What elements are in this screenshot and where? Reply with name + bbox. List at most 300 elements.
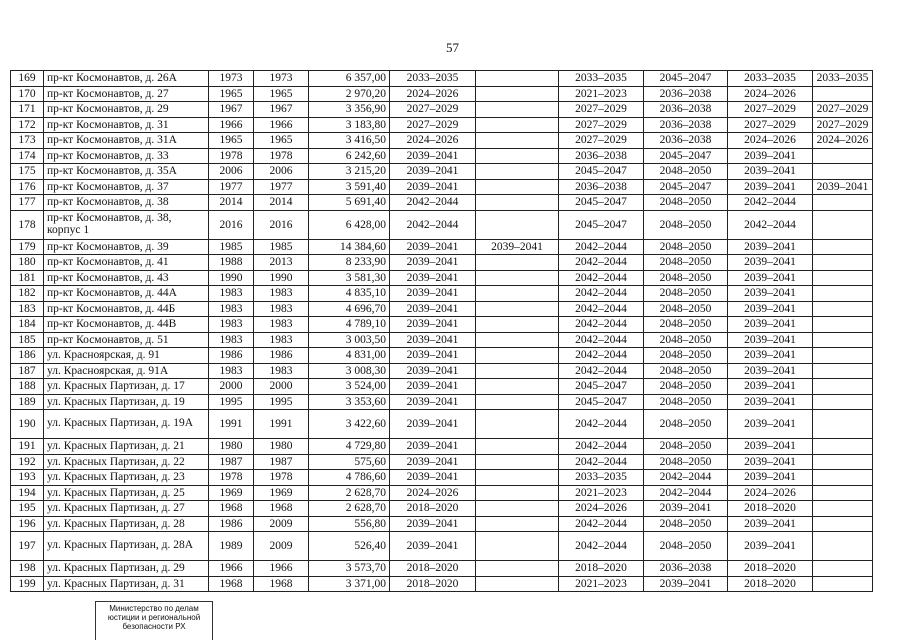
year-built-cell: 2000	[209, 379, 254, 395]
year-built-cell: 1973	[209, 71, 254, 87]
period-cell: 2027–2029	[559, 117, 644, 133]
year-commissioned-cell: 1995	[254, 394, 309, 410]
year-commissioned-cell: 1978	[254, 470, 309, 486]
year-commissioned-cell: 2009	[254, 532, 309, 561]
period-cell	[476, 501, 559, 517]
year-built-cell: 1977	[209, 179, 254, 195]
address-cell: ул. Красных Партизан, д. 19А	[44, 410, 209, 439]
period-cell: 2039–2041	[390, 394, 476, 410]
period-cell	[813, 255, 873, 271]
period-cell: 2045–2047	[644, 71, 728, 87]
period-cell	[476, 210, 559, 239]
year-built-cell: 1995	[209, 394, 254, 410]
table-row	[11, 576, 873, 592]
period-cell: 2039–2041	[390, 532, 476, 561]
row-number: 176	[11, 179, 44, 195]
row-number: 187	[11, 363, 44, 379]
period-cell	[476, 561, 559, 577]
year-commissioned-cell: 1983	[254, 286, 309, 302]
area-cell: 575,60	[309, 454, 390, 470]
area-cell: 3 353,60	[309, 394, 390, 410]
period-cell: 2042–2044	[390, 210, 476, 239]
period-cell: 2039–2041	[390, 439, 476, 455]
address-cell: пр-кт Космонавтов, д. 29	[44, 102, 209, 118]
period-cell: 2027–2029	[390, 117, 476, 133]
year-commissioned-cell: 1985	[254, 239, 309, 255]
area-cell: 6 242,60	[309, 148, 390, 164]
period-cell: 2024–2026	[728, 485, 813, 501]
period-cell: 2048–2050	[644, 348, 728, 364]
period-cell: 2024–2026	[390, 485, 476, 501]
period-cell: 2042–2044	[559, 454, 644, 470]
period-cell	[813, 532, 873, 561]
period-cell	[813, 410, 873, 439]
year-commissioned-cell: 1983	[254, 301, 309, 317]
housing-register-table	[10, 70, 873, 592]
area-cell: 4 831,00	[309, 348, 390, 364]
year-commissioned-cell: 1980	[254, 439, 309, 455]
period-cell: 2039–2041	[728, 270, 813, 286]
table-row	[11, 501, 873, 517]
period-cell: 2033–2035	[559, 71, 644, 87]
year-commissioned-cell: 1973	[254, 71, 309, 87]
period-cell: 2042–2044	[559, 363, 644, 379]
area-cell: 2 970,20	[309, 86, 390, 102]
row-number: 174	[11, 148, 44, 164]
period-cell	[813, 439, 873, 455]
row-number: 188	[11, 379, 44, 395]
period-cell: 2039–2041	[390, 410, 476, 439]
area-cell: 4 789,10	[309, 317, 390, 333]
period-cell: 2039–2041	[728, 255, 813, 271]
year-commissioned-cell: 1965	[254, 86, 309, 102]
period-cell: 2039–2041	[390, 164, 476, 180]
period-cell: 2036–2038	[559, 179, 644, 195]
period-cell: 2042–2044	[559, 286, 644, 302]
year-built-cell: 2014	[209, 195, 254, 211]
year-built-cell: 1983	[209, 301, 254, 317]
area-cell: 3 591,40	[309, 179, 390, 195]
period-cell: 2039–2041	[728, 164, 813, 180]
year-built-cell: 1983	[209, 363, 254, 379]
period-cell	[476, 270, 559, 286]
period-cell	[476, 516, 559, 532]
period-cell	[813, 576, 873, 592]
period-cell: 2042–2044	[644, 470, 728, 486]
table-row	[11, 239, 873, 255]
year-commissioned-cell: 1991	[254, 410, 309, 439]
address-cell: пр-кт Космонавтов, д. 38	[44, 195, 209, 211]
period-cell: 2039–2041	[728, 239, 813, 255]
period-cell	[813, 561, 873, 577]
row-number: 170	[11, 86, 44, 102]
period-cell: 2039–2041	[390, 379, 476, 395]
period-cell: 2039–2041	[813, 179, 873, 195]
year-built-cell: 1978	[209, 470, 254, 486]
period-cell	[813, 363, 873, 379]
period-cell: 2024–2026	[559, 501, 644, 517]
period-cell: 2027–2029	[813, 117, 873, 133]
period-cell	[476, 394, 559, 410]
period-cell	[813, 501, 873, 517]
period-cell	[813, 86, 873, 102]
year-built-cell: 1983	[209, 286, 254, 302]
area-cell: 6 357,00	[309, 71, 390, 87]
area-cell: 5 691,40	[309, 195, 390, 211]
stamp-line: Министерство по делам	[109, 604, 199, 613]
year-commissioned-cell: 1969	[254, 485, 309, 501]
address-cell: ул. Красных Партизан, д. 28	[44, 516, 209, 532]
period-cell	[813, 301, 873, 317]
period-cell	[476, 148, 559, 164]
period-cell: 2039–2041	[728, 148, 813, 164]
period-cell: 2039–2041	[728, 470, 813, 486]
period-cell: 2042–2044	[559, 317, 644, 333]
period-cell: 2042–2044	[559, 439, 644, 455]
period-cell: 2018–2020	[390, 576, 476, 592]
period-cell	[476, 317, 559, 333]
period-cell	[813, 148, 873, 164]
row-number: 172	[11, 117, 44, 133]
area-cell: 3 356,90	[309, 102, 390, 118]
year-commissioned-cell: 1978	[254, 148, 309, 164]
period-cell: 2042–2044	[559, 270, 644, 286]
year-commissioned-cell: 1983	[254, 363, 309, 379]
period-cell: 2027–2029	[728, 102, 813, 118]
row-number: 177	[11, 195, 44, 211]
period-cell: 2048–2050	[644, 301, 728, 317]
period-cell	[476, 410, 559, 439]
stamp-line: юстиции и региональной	[107, 613, 201, 622]
table-row	[11, 270, 873, 286]
period-cell	[476, 363, 559, 379]
period-cell: 2039–2041	[390, 179, 476, 195]
period-cell: 2048–2050	[644, 164, 728, 180]
period-cell: 2021–2023	[559, 485, 644, 501]
period-cell	[813, 332, 873, 348]
year-built-cell: 1991	[209, 410, 254, 439]
period-cell: 2024–2026	[390, 133, 476, 149]
area-cell: 3 371,00	[309, 576, 390, 592]
table-row	[11, 532, 873, 561]
table-row	[11, 210, 873, 239]
period-cell: 2039–2041	[728, 286, 813, 302]
period-cell: 2039–2041	[390, 454, 476, 470]
period-cell: 2039–2041	[476, 239, 559, 255]
table-row	[11, 102, 873, 118]
period-cell	[476, 301, 559, 317]
year-built-cell: 1978	[209, 148, 254, 164]
period-cell: 2039–2041	[390, 270, 476, 286]
period-cell	[476, 71, 559, 87]
year-commissioned-cell: 2000	[254, 379, 309, 395]
period-cell: 2039–2041	[728, 532, 813, 561]
table-row	[11, 133, 873, 149]
period-cell: 2042–2044	[559, 332, 644, 348]
period-cell	[813, 210, 873, 239]
period-cell: 2048–2050	[644, 286, 728, 302]
period-cell: 2021–2023	[559, 576, 644, 592]
period-cell: 2042–2044	[559, 239, 644, 255]
table-row	[11, 317, 873, 333]
period-cell: 2039–2041	[728, 348, 813, 364]
period-cell: 2036–2038	[644, 86, 728, 102]
period-cell: 2018–2020	[559, 561, 644, 577]
period-cell: 2045–2047	[559, 394, 644, 410]
row-number: 171	[11, 102, 44, 118]
period-cell: 2039–2041	[728, 332, 813, 348]
row-number: 184	[11, 317, 44, 333]
year-commissioned-cell: 1986	[254, 348, 309, 364]
address-cell: ул. Красных Партизан, д. 17	[44, 379, 209, 395]
table-row	[11, 117, 873, 133]
period-cell: 2027–2029	[559, 102, 644, 118]
period-cell: 2048–2050	[644, 210, 728, 239]
stamp-line: безопасности РХ	[122, 622, 186, 631]
area-cell: 3 003,50	[309, 332, 390, 348]
period-cell: 2036–2038	[644, 102, 728, 118]
row-number: 178	[11, 210, 44, 239]
period-cell: 2048–2050	[644, 410, 728, 439]
address-cell: пр-кт Космонавтов, д. 41	[44, 255, 209, 271]
period-cell: 2033–2035	[728, 71, 813, 87]
address-cell: ул. Красных Партизан, д. 27	[44, 501, 209, 517]
table-row	[11, 516, 873, 532]
address-cell: ул. Красных Партизан, д. 29	[44, 561, 209, 577]
period-cell	[476, 332, 559, 348]
row-number: 189	[11, 394, 44, 410]
year-commissioned-cell: 1968	[254, 576, 309, 592]
period-cell: 2048–2050	[644, 270, 728, 286]
year-commissioned-cell: 1990	[254, 270, 309, 286]
year-commissioned-cell: 1983	[254, 317, 309, 333]
year-built-cell: 1986	[209, 516, 254, 532]
area-cell: 4 729,80	[309, 439, 390, 455]
period-cell: 2036–2038	[644, 133, 728, 149]
area-cell: 4 696,70	[309, 301, 390, 317]
address-cell: пр-кт Космонавтов, д. 51	[44, 332, 209, 348]
period-cell: 2042–2044	[559, 516, 644, 532]
year-built-cell: 1980	[209, 439, 254, 455]
address-cell: пр-кт Космонавтов, д. 37	[44, 179, 209, 195]
period-cell: 2039–2041	[728, 301, 813, 317]
address-cell: пр-кт Космонавтов, д. 44А	[44, 286, 209, 302]
year-built-cell: 1968	[209, 501, 254, 517]
ministry-stamp	[95, 601, 213, 640]
period-cell	[476, 133, 559, 149]
table-row	[11, 255, 873, 271]
address-cell: ул. Красных Партизан, д. 21	[44, 439, 209, 455]
year-commissioned-cell: 2014	[254, 195, 309, 211]
address-cell: пр-кт Космонавтов, д. 35А	[44, 164, 209, 180]
address-cell: пр-кт Космонавтов, д. 31	[44, 117, 209, 133]
table-body	[11, 71, 873, 592]
area-cell: 3 573,70	[309, 561, 390, 577]
row-number: 183	[11, 301, 44, 317]
period-cell: 2039–2041	[390, 348, 476, 364]
period-cell	[476, 379, 559, 395]
row-number: 190	[11, 410, 44, 439]
year-built-cell: 1965	[209, 86, 254, 102]
address-cell: ул. Красных Партизан, д. 19	[44, 394, 209, 410]
period-cell: 2045–2047	[559, 164, 644, 180]
period-cell	[476, 164, 559, 180]
period-cell	[813, 239, 873, 255]
period-cell: 2042–2044	[390, 195, 476, 211]
period-cell: 2024–2026	[728, 86, 813, 102]
table-row	[11, 164, 873, 180]
area-cell: 556,80	[309, 516, 390, 532]
period-cell	[476, 348, 559, 364]
period-cell: 2042–2044	[728, 210, 813, 239]
row-number: 194	[11, 485, 44, 501]
period-cell: 2039–2041	[390, 148, 476, 164]
area-cell: 4 835,10	[309, 286, 390, 302]
row-number: 185	[11, 332, 44, 348]
period-cell: 2048–2050	[644, 363, 728, 379]
row-number: 197	[11, 532, 44, 561]
period-cell: 2036–2038	[644, 561, 728, 577]
row-number: 169	[11, 71, 44, 87]
period-cell: 2045–2047	[559, 210, 644, 239]
area-cell: 3 215,20	[309, 164, 390, 180]
period-cell: 2039–2041	[728, 363, 813, 379]
period-cell	[476, 286, 559, 302]
period-cell: 2024–2026	[390, 86, 476, 102]
table-row	[11, 439, 873, 455]
table-row	[11, 195, 873, 211]
table-row	[11, 148, 873, 164]
period-cell: 2048–2050	[644, 255, 728, 271]
period-cell: 2039–2041	[390, 470, 476, 486]
address-cell: ул. Красноярская, д. 91А	[44, 363, 209, 379]
period-cell: 2048–2050	[644, 516, 728, 532]
period-cell: 2039–2041	[390, 332, 476, 348]
period-cell: 2039–2041	[390, 363, 476, 379]
row-number: 186	[11, 348, 44, 364]
area-cell: 3 416,50	[309, 133, 390, 149]
table-row	[11, 286, 873, 302]
address-cell: пр-кт Космонавтов, д. 31А	[44, 133, 209, 149]
table-row	[11, 348, 873, 364]
year-commissioned-cell: 2006	[254, 164, 309, 180]
period-cell: 2042–2044	[559, 410, 644, 439]
period-cell: 2018–2020	[390, 561, 476, 577]
period-cell: 2048–2050	[644, 379, 728, 395]
year-built-cell: 1969	[209, 485, 254, 501]
period-cell	[813, 348, 873, 364]
year-commissioned-cell: 1967	[254, 102, 309, 118]
period-cell	[813, 454, 873, 470]
row-number: 175	[11, 164, 44, 180]
period-cell: 2042–2044	[728, 195, 813, 211]
row-number: 193	[11, 470, 44, 486]
period-cell	[813, 485, 873, 501]
period-cell: 2039–2041	[728, 394, 813, 410]
period-cell: 2039–2041	[728, 410, 813, 439]
period-cell	[813, 317, 873, 333]
year-commissioned-cell: 2013	[254, 255, 309, 271]
address-cell: пр-кт Космонавтов, д. 43	[44, 270, 209, 286]
period-cell: 2024–2026	[813, 133, 873, 149]
row-number: 192	[11, 454, 44, 470]
table-row	[11, 86, 873, 102]
year-built-cell: 1983	[209, 317, 254, 333]
period-cell: 2039–2041	[728, 439, 813, 455]
period-cell: 2042–2044	[559, 301, 644, 317]
year-built-cell: 1988	[209, 255, 254, 271]
address-cell: пр-кт Космонавтов, д. 39	[44, 239, 209, 255]
area-cell: 8 233,90	[309, 255, 390, 271]
address-cell: ул. Красных Партизан, д. 25	[44, 485, 209, 501]
period-cell: 2048–2050	[644, 195, 728, 211]
row-number: 195	[11, 501, 44, 517]
period-cell: 2021–2023	[559, 86, 644, 102]
period-cell	[813, 270, 873, 286]
period-cell: 2024–2026	[728, 133, 813, 149]
period-cell	[476, 195, 559, 211]
period-cell: 2048–2050	[644, 332, 728, 348]
period-cell	[476, 485, 559, 501]
year-commissioned-cell: 2016	[254, 210, 309, 239]
address-cell: ул. Красных Партизан, д. 31	[44, 576, 209, 592]
period-cell: 2039–2041	[728, 454, 813, 470]
year-commissioned-cell: 1987	[254, 454, 309, 470]
year-built-cell: 1968	[209, 576, 254, 592]
table-row	[11, 379, 873, 395]
area-cell: 3 183,80	[309, 117, 390, 133]
period-cell: 2039–2041	[390, 516, 476, 532]
area-cell: 3 422,60	[309, 410, 390, 439]
period-cell: 2033–2035	[390, 71, 476, 87]
area-cell: 3 008,30	[309, 363, 390, 379]
period-cell: 2048–2050	[644, 394, 728, 410]
period-cell: 2042–2044	[644, 485, 728, 501]
year-commissioned-cell: 1968	[254, 501, 309, 517]
period-cell	[813, 164, 873, 180]
row-number: 179	[11, 239, 44, 255]
year-commissioned-cell: 1977	[254, 179, 309, 195]
year-built-cell: 1990	[209, 270, 254, 286]
period-cell: 2027–2029	[813, 102, 873, 118]
address-cell: пр-кт Космонавтов, д. 38, корпус 1	[44, 210, 209, 239]
period-cell: 2042–2044	[559, 255, 644, 271]
period-cell: 2048–2050	[644, 239, 728, 255]
period-cell: 2033–2035	[559, 470, 644, 486]
address-cell: ул. Красных Партизан, д. 23	[44, 470, 209, 486]
period-cell	[476, 255, 559, 271]
year-built-cell: 1986	[209, 348, 254, 364]
year-built-cell: 2006	[209, 164, 254, 180]
period-cell	[813, 379, 873, 395]
row-number: 182	[11, 286, 44, 302]
period-cell	[813, 516, 873, 532]
period-cell: 2039–2041	[728, 317, 813, 333]
address-cell: пр-кт Космонавтов, д. 44Б	[44, 301, 209, 317]
table-row	[11, 332, 873, 348]
table-row	[11, 363, 873, 379]
year-built-cell: 1967	[209, 102, 254, 118]
period-cell: 2033–2035	[813, 71, 873, 87]
period-cell	[813, 394, 873, 410]
period-cell: 2018–2020	[728, 501, 813, 517]
period-cell: 2042–2044	[559, 532, 644, 561]
address-cell: пр-кт Космонавтов, д. 27	[44, 86, 209, 102]
period-cell: 2018–2020	[728, 561, 813, 577]
period-cell: 2036–2038	[559, 148, 644, 164]
period-cell: 2048–2050	[644, 532, 728, 561]
period-cell: 2027–2029	[728, 117, 813, 133]
